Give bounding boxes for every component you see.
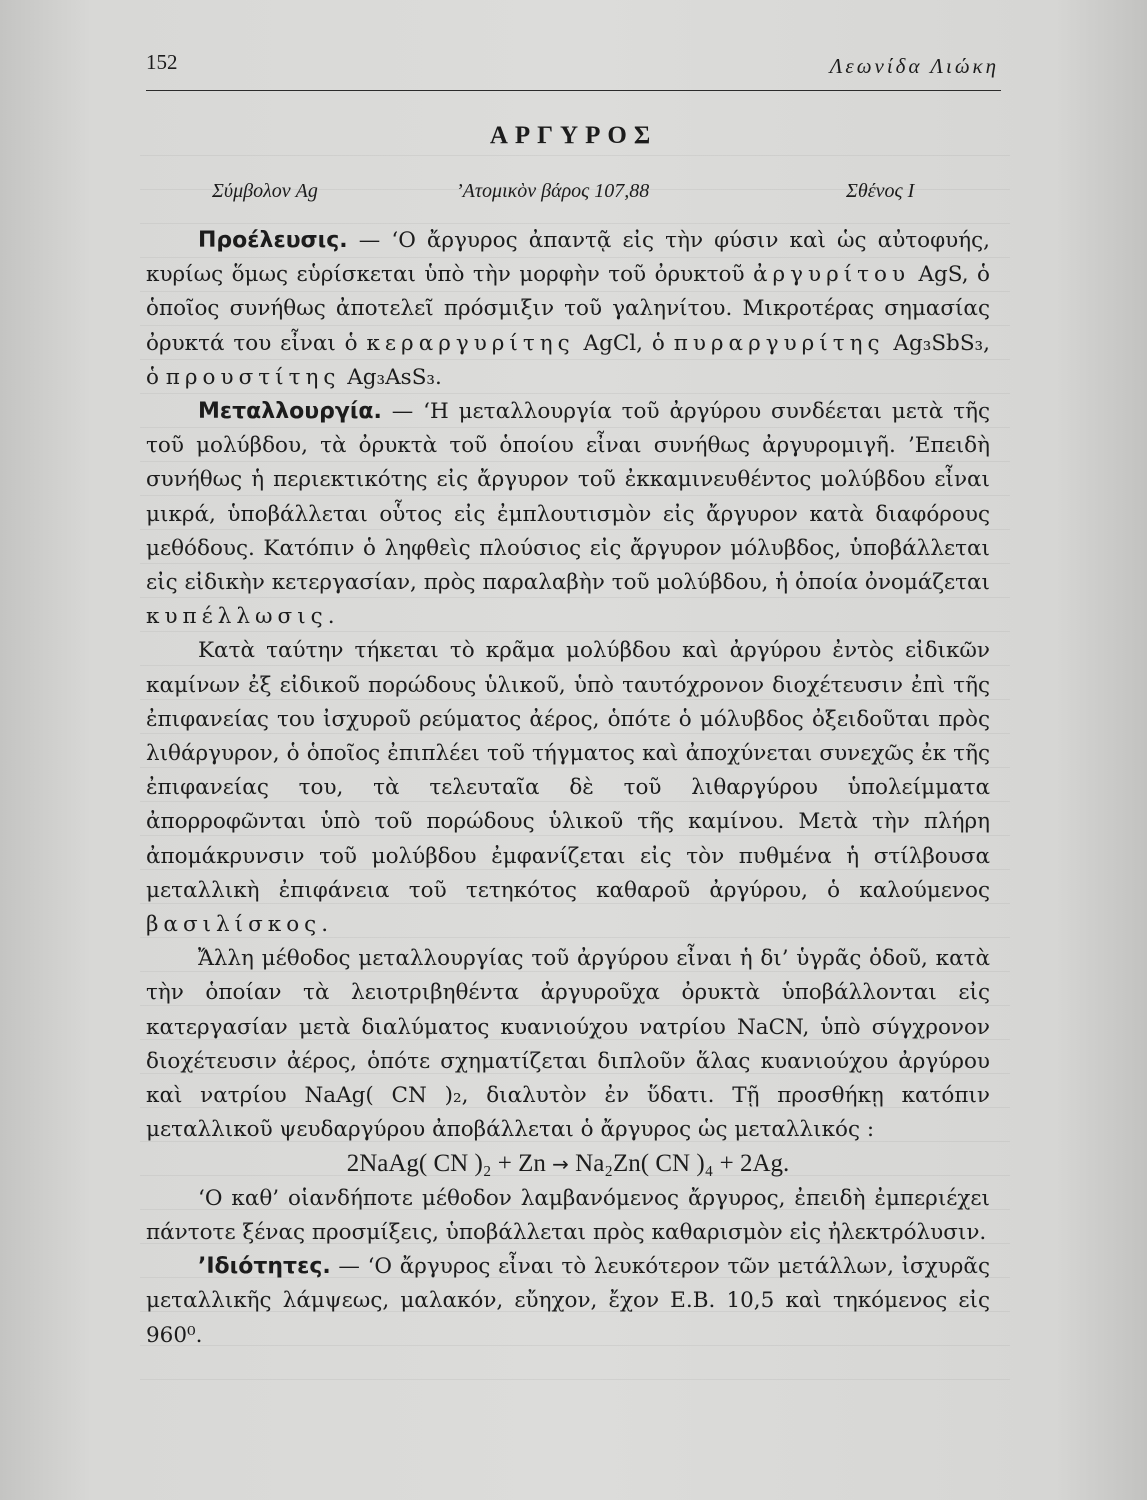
text-span: ‘Ο καθ’ οἱανδήποτε μέθοδον λαμβανόμενος ἄργυρος, ἐπειδὴ ἐμπεριέχει πάντοτε ξένας προσμίξεις, ὑποβάλλεται πρὸς καθαρισμὸν εἰς ἠλεκτρόλυσιν. [146, 1185, 990, 1245]
text-span: — ‘Ο ἄργυρος εἶναι τὸ λευκότερον τῶν μετάλλων, ἰσχυρᾶς μεταλλικῆς λάμψεως, μαλακόν, εὔηχον, ἔχον Ε.Β. 10,5 καὶ τηκόμενος εἰς 960⁰. [146, 1254, 990, 1348]
paragraph-occurrence [146, 224, 990, 395]
section-heading-properties: ’Ιδιότητες. [198, 1254, 331, 1280]
paragraph-wet-method [146, 942, 990, 1147]
text-span: . [327, 604, 335, 630]
page-number: 152 [146, 50, 178, 74]
term-kypellosis: κυπέλλωσις [146, 604, 328, 630]
term-kerargyritis: κεραργυρίτης [366, 330, 575, 356]
reaction-arrow-icon: → [552, 1152, 569, 1177]
text-span: Ag₃SbS₃, ὁ [146, 330, 990, 390]
term-argyritou: ἀργυρίτου [753, 262, 911, 288]
paragraph-properties [146, 1250, 990, 1353]
equation-left: 2NaAg( CN )₂ + Zn [346, 1150, 546, 1178]
paragraph-metallurgy [146, 395, 990, 634]
text-span: — ‘Η μεταλλουργία τοῦ ἀργύρου συνδέεται μετὰ τῆς τοῦ μολύβδου, τὰ ὀρυκτὰ τοῦ ὁποίου εἶναι συνήθως ἀργυρομιγῆ. ’Επειδὴ συνήθως ἡ περιεκτικότης εἰς ἄργυρον τοῦ ἐκκαμινευθέντος μολύβδου εἶναι μικρά, ὑποβάλλεται οὗτος εἰς ἐμπλουτισμὸν εἰς ἄργυρον κατὰ διαφόρους μεθόδους. Κατόπιν ὁ ληφθεὶς πλούσιος εἰς ἄργυρον μόλυβδος, ὑποβάλλεται εἰς εἰδικὴν κετεργασίαν, πρὸς παραλαβὴν τοῦ μολύβδου, ἡ ὁποία ὀνομάζεται [146, 399, 990, 596]
term-pyrargyritis: πυραργυρίτης [673, 330, 885, 356]
chemical-equation [146, 1147, 990, 1181]
text-span: Κατὰ ταύτην τήκεται τὸ κρᾶμα μολύβδου καὶ ἀργύρου ἐντὸς εἰδικῶν καμίνων ἐξ εἰδικοῦ πορώδους ὑλικοῦ, ὑπὸ ταυτόχρονον διοχέτευσιν ἐπὶ τῆς ἐπιφανείας του ἰσχυροῦ ρεύματος ἀέρος, ὁπότε ὁ μόλυβδος ὀξειδοῦται πρὸς λιθάργυρον, ὁ ὁποῖος ἐπιπλέει τοῦ τήγματος καὶ ἀποχύνεται συνεχῶς ἐκ τῆς ἐπιφανείας του, τὰ τελευταῖα δὲ τοῦ λιθαργύρου ὑπολείμματα ἀπορροφῶνται ὑπὸ τοῦ πορώδους ὑλικοῦ τῆς καμίνου. Μετὰ τὴν πλήρη ἀπομάκρυνσιν τοῦ μολύβδου ἐμφανίζεται εἰς τὸν πυθμένα ἡ στίλβουσα μεταλλικὴ ἐπιφάνεια τοῦ τετηκότος καθαροῦ ἀργύρου, ὁ καλούμενος [146, 638, 990, 903]
chapter-title: ΑΡΓΥΡΟΣ [489, 122, 658, 149]
paragraph-cupellation [146, 634, 990, 942]
equation-right: Na₂Zn( CN )₄ + 2Ag. [575, 1150, 790, 1178]
text-span: Ag₃AsS₃. [340, 364, 442, 390]
atomic-weight: ’Ατομικὸν βάρος 107,88 [456, 180, 650, 202]
text-span: Ἄλλη μέθοδος μεταλλουργίας τοῦ ἀργύρου εἶναι ἡ δι’ ὑγρᾶς ὁδοῦ, κατὰ τὴν ὁποίαν τὰ λειοτριβηθέντα ἀργυροῦχα ὀρυκτὰ ὑποβάλλονται εἰς κατεργασίαν μετὰ διαλύματος κυανιούχου νατρίου NaCN, ὑπὸ σύγχρονον διοχέτευσιν ἀέρος, ὁπότε σχηματίζεται διπλοῦν ἅλας κυανιούχου ἀργύρου καὶ νατρίου NaAg( CN )₂, διαλυτὸν ἐν ὕδατι. Τῇ προσθήκῃ κατόπιν μεταλλικοῦ ψευδαργύρου ἀποβάλλεται ὁ ἄργυρος ὡς μεταλλικός : [146, 946, 990, 1143]
valence: Σθένος I [846, 180, 915, 202]
term-vasiliskos: βασιλίσκος [146, 912, 322, 938]
element-symbol: Σύμβολον Ag [212, 180, 318, 202]
text-span: . [321, 912, 329, 938]
term-proustitis: προυστίτης [165, 364, 341, 390]
text-span: AgCl, ὁ [574, 330, 674, 356]
section-heading-metallurgy: Μεταλλουργία. [198, 399, 382, 425]
section-heading-occurrence: Προέλευσις. [198, 228, 348, 253]
paragraph-electrolysis [146, 1182, 990, 1250]
body-text [146, 224, 990, 1353]
text-span: AgS, ὁ ὁποῖος συνήθως ἀποτελεῖ πρόσμιξιν τοῦ γαληνίτου. Μικροτέρας σημασίας ὀρυκτά του εἶναι ὁ [146, 262, 990, 356]
running-head: Λεωνίδα Λιώκη [829, 54, 999, 78]
page-header [146, 48, 1001, 91]
text-span: — ‘Ο ἄργυρος ἀπαντᾷ εἰς τὴν φύσιν καὶ ὡς αὐτοφυής, κυρίως ὅμως εὑρίσκεται ὑπὸ τὴν μορφὴν τοῦ ὀρυκτοῦ [146, 228, 990, 288]
